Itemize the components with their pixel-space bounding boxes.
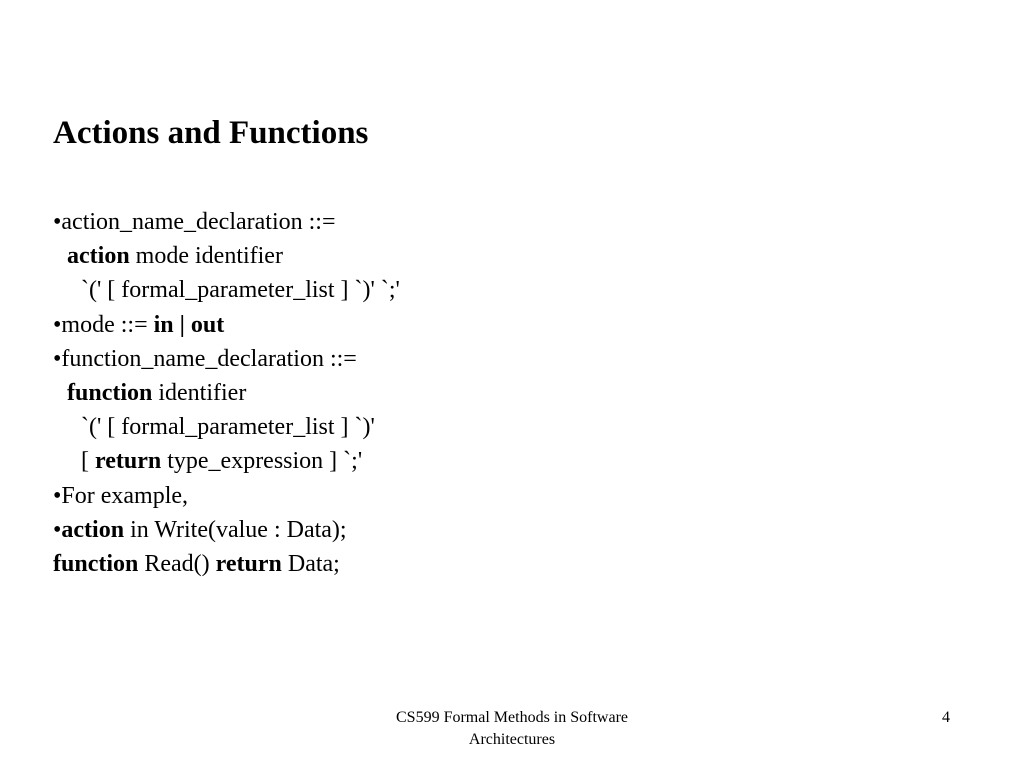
line-text: in Write(value : Data); <box>124 516 347 543</box>
footer-course-line-2: Architectures <box>468 731 556 748</box>
line-text: action_name_declaration ::= <box>61 209 336 235</box>
bullet-mode-definition <box>53 308 400 342</box>
keyword-action: action <box>61 516 125 543</box>
separator-pipe: | <box>173 311 191 338</box>
line-text: `(' [ formal_parameter_list ] `)' <box>81 414 375 441</box>
bullet-dot: • <box>53 209 62 235</box>
line-text: Read() <box>138 550 216 577</box>
bullet-dot: • <box>53 311 62 338</box>
function-return-type-line <box>53 444 400 478</box>
keyword-return: return <box>95 448 162 475</box>
keyword-in: in <box>153 311 174 338</box>
function-identifier-line <box>53 376 400 410</box>
bullet-for-example <box>53 479 400 513</box>
function-example-line <box>53 547 400 581</box>
line-text: Data; <box>281 550 340 577</box>
line-text: [ <box>81 448 95 475</box>
line-text: type_expression ] `;' <box>161 448 363 475</box>
page-number: 4 <box>942 709 950 726</box>
footer-course-title <box>352 707 672 751</box>
bullet-action-example <box>53 513 400 547</box>
line-text: function_name_declaration ::= <box>61 345 357 372</box>
slide-title: Actions and Functions <box>53 115 369 151</box>
function-parameter-list-line <box>53 410 400 444</box>
bullet-function-name-declaration <box>53 342 400 376</box>
line-text: mode ::= <box>61 311 154 338</box>
line-text: For example, <box>61 482 189 509</box>
keyword-out: out <box>190 311 225 338</box>
bullet-dot: • <box>53 516 62 543</box>
keyword-function: function <box>53 550 139 577</box>
slide-body <box>53 205 400 581</box>
bullet-dot: • <box>53 482 62 509</box>
footer-course-line-1: CS599 Formal Methods in Software <box>396 709 628 726</box>
action-parameter-list-line <box>53 273 400 307</box>
action-mode-identifier-line <box>53 239 400 273</box>
keyword-return: return <box>215 550 282 577</box>
keyword-function: function <box>67 379 153 406</box>
line-text: `(' [ formal_parameter_list ] `)' `;' <box>81 277 400 304</box>
keyword-action: action <box>67 243 130 270</box>
bullet-dot: • <box>53 345 62 372</box>
line-text: identifier <box>152 379 247 406</box>
bullet-action-name-declaration <box>53 205 400 239</box>
line-text: mode identifier <box>129 243 283 270</box>
